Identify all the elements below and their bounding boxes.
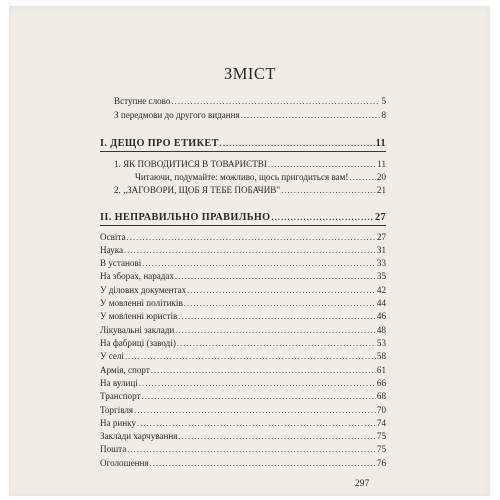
toc-entry-page: 33 [376,258,386,268]
toc-entry-page: 20 [376,172,386,182]
toc-entry-label: Армія, спорт [100,365,150,375]
toc-entry-label: Заклади харчування [100,431,178,441]
toc-entry-page: 5 [381,96,386,106]
leader-dots [175,325,376,336]
toc-entry [100,285,386,296]
toc-entry-page: 58 [376,351,386,361]
leader-dots [187,285,376,296]
toc-entry-page: 27 [376,232,386,242]
toc-entry [100,338,386,349]
toc-entry-page: 48 [376,325,386,335]
toc-entry-page: 76 [376,458,386,468]
toc-entry [100,378,386,389]
toc-entry [100,405,386,416]
section-heading-label: І. ДЕЩО ПРО ЕТИКЕТ [100,138,219,149]
toc-entry [114,159,386,170]
section-heading-label: ІІ. НЕПРАВИЛЬНО ПРАВИЛЬНО [100,212,271,223]
toc-entry [100,365,386,376]
toc-entry-page: 74 [376,418,386,428]
toc-entry-page: 44 [376,298,386,308]
toc-entry-page: 31 [376,245,386,255]
leader-dots [134,405,376,416]
toc-entry-label: Наука [100,245,124,255]
toc-entry-page: 46 [376,311,386,321]
leader-dots [139,378,376,389]
toc-entry [100,258,386,269]
toc-entry-page: 35 [376,271,386,281]
toc-entry [114,110,386,121]
toc-entry-page: 11 [377,159,386,169]
toc-entry-page: 21 [376,185,386,195]
leader-dots [171,96,380,107]
toc-entry-label: У мовленні юристів [100,311,178,321]
page-title: ЗМІСТ [223,64,277,83]
leader-dots [349,172,375,183]
toc-entry-label: Торгівля [100,405,134,415]
toc-entry [100,298,386,309]
leader-dots [127,444,376,455]
toc-entry [114,96,386,107]
leader-dots [175,271,376,282]
toc-entry-label: Освіта [100,232,126,242]
toc-entry-label: На ринку [100,418,136,428]
toc-entry-label: На фабриці (заводі) [100,338,176,348]
leader-dots [142,258,376,269]
toc-entry [100,245,386,256]
toc-entry-label: На зборах, нарадах [100,271,175,281]
toc-entry-page: 61 [376,365,386,375]
toc-entry-page: 66 [376,378,386,388]
section-divider [100,225,386,226]
toc-entry [100,311,386,322]
toc-entry [100,444,386,455]
leader-dots [220,138,375,149]
toc-entry [100,431,386,442]
leader-dots [127,232,376,243]
toc-entry [100,232,386,243]
toc-entry-label: У ділових документах [100,285,187,295]
toc-entry-page: 8 [381,110,386,120]
toc-entry-label: Пошта [100,444,127,454]
leader-dots [151,365,376,376]
leader-dots [125,351,376,362]
toc-entry-page: 75 [376,444,386,454]
leader-dots [178,431,376,442]
leader-dots [124,245,376,256]
toc-entry-label: В установі [100,258,142,268]
section-divider [100,151,386,152]
leader-dots [241,110,381,121]
toc-entry-label: Транспорт [100,391,141,401]
toc-entry-label: Вступне слово [114,96,171,106]
section-heading [100,138,386,149]
toc-entry-label: На вулиці [100,378,138,388]
section-heading-page: 27 [375,212,386,223]
toc-entry [135,172,386,183]
leader-dots [177,338,376,349]
toc-entry-label: 1. ЯК ПОВОДИТИСЯ В ТОВАРИСТВІ [114,159,267,169]
toc-entry-page: 70 [376,405,386,415]
toc-entry-label: Читаючи, подумайте: можливо, щось пригодиться вам! [135,172,349,182]
toc-entry [100,351,386,362]
leader-dots [137,418,376,429]
toc-entry [100,458,386,469]
toc-entry-label: З передмови до другого видання [114,110,240,120]
toc-entry [100,271,386,282]
toc-entry [100,325,386,336]
toc-entry [114,185,386,196]
section-heading-page: 11 [375,138,386,149]
toc-entry-page: 42 [376,285,386,295]
leader-dots [281,185,376,196]
toc-entry [100,418,386,429]
leader-dots [178,311,376,322]
toc-entry-label: 2. „ЗАГОВОРИ, ЩОБ Я ТЕБЕ ПОБАЧИВ" [114,185,281,195]
toc-entry-label: У мовленні політиків [100,298,183,308]
leader-dots [150,458,376,469]
leader-dots [142,391,376,402]
toc-entry-page: 53 [376,338,386,348]
toc-entry [100,391,386,402]
leader-dots [268,159,376,170]
toc-entry-label: Оголошення [100,458,149,468]
page-number: 297 [355,479,370,489]
toc-entry-page: 75 [376,431,386,441]
toc-entry-label: Лікувальні заклади [100,325,175,335]
leader-dots [271,212,374,223]
toc-entry-page: 68 [376,391,386,401]
toc-entry-label: У селі [100,351,124,361]
section-heading [100,212,386,223]
leader-dots [184,298,376,309]
